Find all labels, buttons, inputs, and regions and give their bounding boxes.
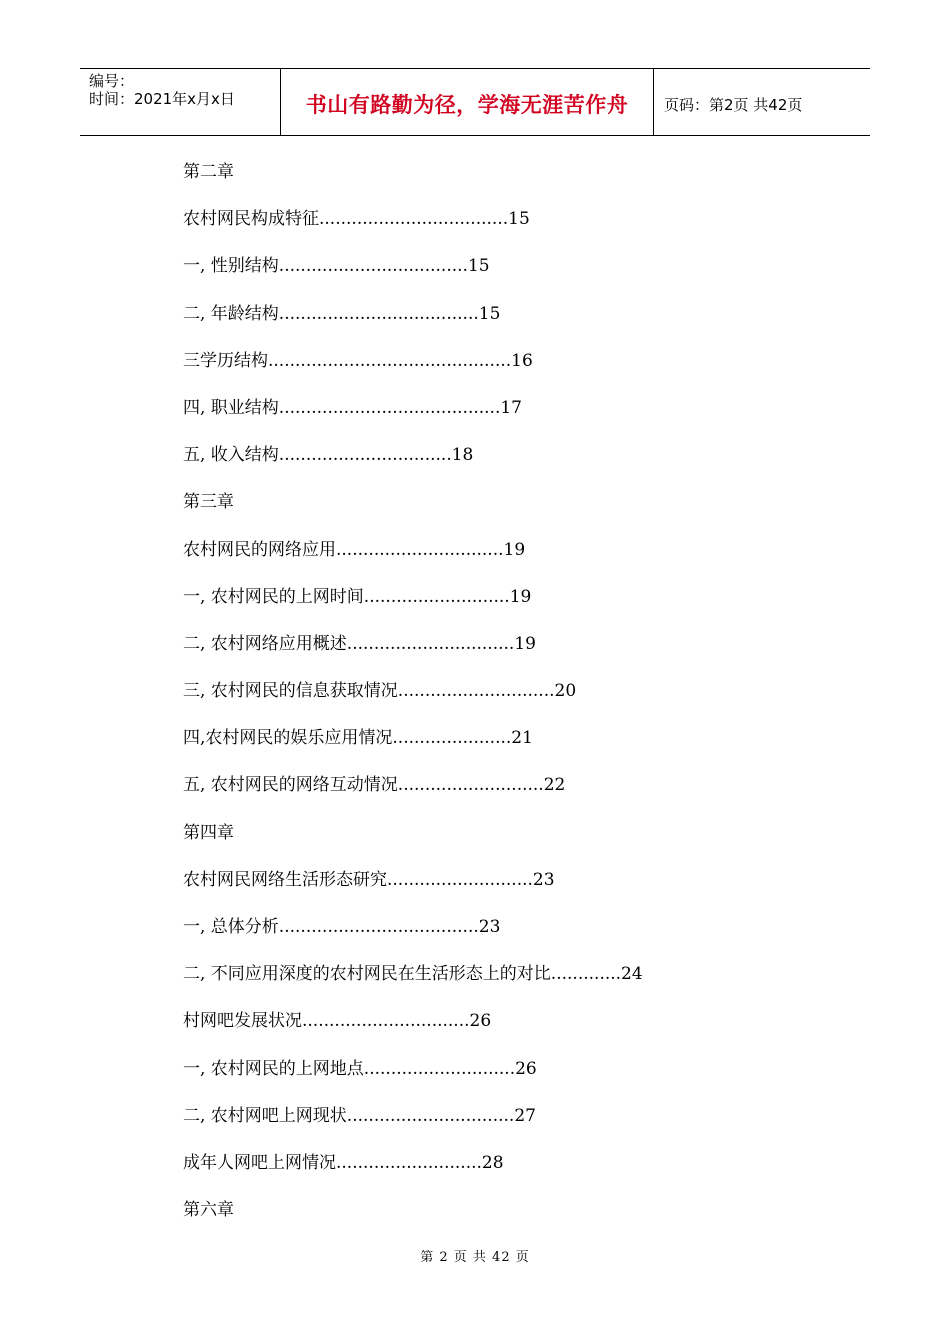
toc-entry: 二, 年龄结构.....................................15 (183, 303, 501, 324)
toc-entry: 农村网民构成特征...................................15 (183, 209, 530, 230)
toc-entry: 四, 职业结构.........................................17 (183, 397, 522, 418)
toc-chapter-heading: 第二章 (183, 162, 234, 182)
toc-chapter-heading: 第三章 (183, 492, 234, 513)
toc-entry: 农村网民网络生活形态研究...........................23 (183, 869, 555, 890)
header-table (80, 68, 870, 136)
toc-entry: 二, 不同应用深度的农村网民在生活形态上的对比.............24 (183, 964, 643, 985)
toc-entry: 三学历结构.............................................16 (183, 350, 533, 371)
toc-entry: 一, 农村网民的上网地点............................26 (183, 1058, 537, 1079)
toc-entry: 成年人网吧上网情况...........................28 (183, 1152, 504, 1173)
toc-entry: 一, 总体分析.....................................23 (183, 917, 501, 937)
toc-entry: 农村网民的网络应用...............................19 (183, 539, 526, 560)
page-info: 页码：第2页 共42页 (664, 95, 803, 114)
toc-entry: 一, 性别结构...................................15 (183, 256, 490, 277)
toc-entry: 村网吧发展状况...............................26 (183, 1011, 492, 1032)
toc-entry: 五, 农村网民的网络互动情况...........................22 (183, 775, 566, 796)
table-of-contents (183, 158, 823, 1243)
toc-chapter-heading: 第四章 (183, 822, 234, 843)
number-label: 编号： (89, 72, 135, 90)
toc-entry: 二, 农村网络应用概述...............................19 (183, 633, 536, 654)
toc-entry: 二, 农村网吧上网现状...............................27 (183, 1105, 536, 1126)
footer-page-number: 第 2 页 共 42 页 (420, 1250, 530, 1265)
header-page-cell (654, 69, 870, 135)
page-footer (0, 1246, 950, 1265)
toc-entry: 三, 农村网民的信息获取情况.............................20 (183, 681, 577, 702)
header-meta-cell (80, 69, 281, 135)
toc-chapter-heading: 第六章 (183, 1200, 234, 1221)
toc-entry: 四,农村网民的娱乐应用情况......................21 (183, 728, 533, 749)
toc-entry: 一, 农村网民的上网时间...........................19 (183, 586, 532, 607)
toc-entry: 五, 收入结构................................18 (183, 445, 474, 466)
header-motto-cell (281, 69, 654, 135)
time-label: 时间：2021年x月x日 (89, 90, 235, 108)
motto-text: 书山有路勤为径，学海无涯苦作舟 (305, 93, 629, 117)
